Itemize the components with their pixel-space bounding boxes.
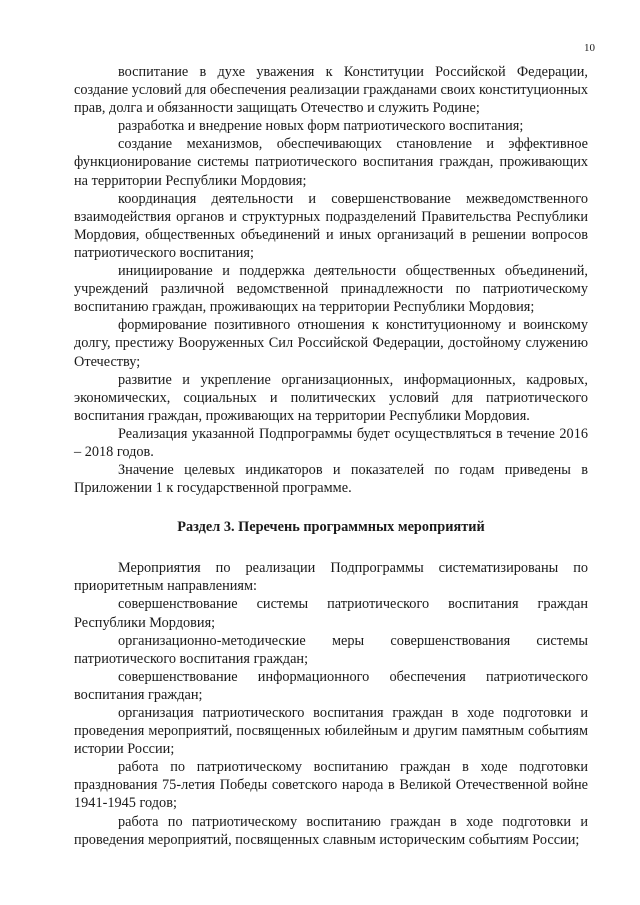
paragraph: создание механизмов, обеспечивающих становление и эффективное функционирование системы патриотического воспитания граждан, проживающих на территории Республики Мордовия;	[74, 136, 588, 189]
list-item: совершенствование информационного обеспечения патриотического воспитания граждан;	[74, 668, 588, 703]
paragraph: разработка и внедрение новых форм патриотического воспитания;	[118, 118, 524, 135]
section-heading: Раздел 3. Перечень программных мероприятий	[177, 519, 485, 536]
paragraph: воспитание в духе уважения к Конституции Российской Федерации, создание условий для обеспечения реализации гражданами своих конституционных прав, долга и обязанности защищать Отечество и служить Родине;	[74, 64, 588, 117]
paragraph: формирование позитивного отношения к конституционному и воинскому долгу, престижу Вооруженных Сил Российской Федерации, достойному служению Отечеству;	[74, 317, 588, 370]
list-item: организация патриотического воспитания граждан в ходе подготовки и проведения мероприятий, посвященных юбилейным и другим памятным событиям истории России;	[74, 705, 588, 758]
paragraph: Мероприятия по реализации Подпрограммы систематизированы по приоритетным направлениям:	[74, 560, 588, 595]
list-item: организационно-методические меры совершенствования системы патриотического воспитания граждан;	[74, 632, 588, 667]
paragraph: Значение целевых индикаторов и показателей по годам приведены в Приложении 1 к государственной программе.	[74, 462, 588, 497]
paragraph: инициирование и поддержка деятельности общественных объединений, учреждений различной ведомственной принадлежности по патриотическому воспитанию граждан, проживающих на территории Республики Мордовия;	[74, 263, 588, 316]
page-content	[74, 63, 588, 849]
list-item: совершенствование системы патриотического воспитания граждан Республики Мордовия;	[74, 596, 588, 631]
paragraph: Реализация указанной Подпрограммы будет осуществляться в течение 2016 – 2018 годов.	[74, 425, 588, 460]
list-item: работа по патриотическому воспитанию граждан в ходе подготовки празднования 75-летия Победы советского народа в Великой Отечественной войне 1941-1945 годов;	[74, 759, 588, 812]
page-number: 10	[584, 42, 595, 54]
paragraph: развитие и укрепление организационных, информационных, кадровых, экономических, социальных и политических условий для патриотического воспитания граждан, проживающих на территории Республики Мордовия.	[74, 371, 588, 424]
paragraph: координация деятельности и совершенствование межведомственного взаимодействия органов и структурных подразделений Правительства Республики Мордовия, общественных объединений и иных организаций в решении вопросов патриотического воспитания;	[74, 190, 588, 261]
list-item: работа по патриотическому воспитанию граждан в ходе подготовки и проведения мероприятий, посвященных славным историческим событиям России;	[74, 813, 588, 848]
